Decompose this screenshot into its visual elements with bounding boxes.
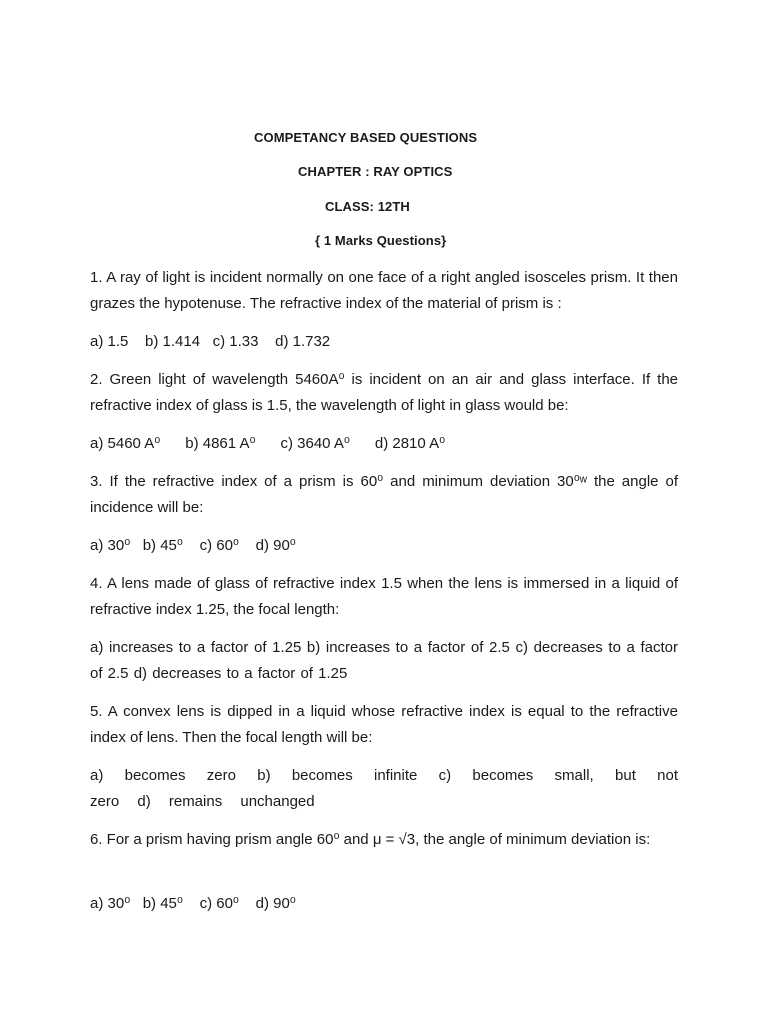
- question-2-text: 2. Green light of wavelength 5460A⁰ is incident on an air and glass interface. If the refractive index of glass is 1.5, the wavelength of light in glass would be:: [90, 371, 678, 414]
- question-5-text: 5. A convex lens is dipped in a liquid whose refractive index is equal to the refractive index of lens. Then the focal length will be:: [90, 703, 678, 746]
- chapter-heading: CHAPTER : RAY OPTICS: [298, 164, 453, 179]
- class-heading: CLASS: 12TH: [325, 199, 410, 214]
- question-5-options: a) becomes zero b) becomes infinite c) becomes small, but not zero d) remains unchanged: [90, 767, 678, 810]
- document-title: COMPETANCY BASED QUESTIONS: [254, 130, 478, 145]
- question-4-options: a) increases to a factor of 1.25 b) increases to a factor of 2.5 c) decreases to a factor of 2.5 d) decreases to a factor of 1.25: [90, 639, 678, 682]
- section-heading: { 1 Marks Questions}: [315, 233, 447, 248]
- question-6-text: 6. For a prism having prism angle 60⁰ and μ = √3, the angle of minimum deviation is:: [90, 831, 651, 848]
- question-6-options: a) 30⁰ b) 45⁰ c) 60⁰ d) 90⁰: [90, 895, 296, 912]
- question-3-options: a) 30⁰ b) 45⁰ c) 60⁰ d) 90⁰: [90, 537, 296, 554]
- question-1-options: a) 1.5 b) 1.414 c) 1.33 d) 1.732: [90, 333, 331, 350]
- question-4-text: 4. A lens made of glass of refractive index 1.5 when the lens is immersed in a liquid of refractive index 1.25, the focal length:: [90, 575, 678, 618]
- question-2-options: a) 5460 A⁰ b) 4861 A⁰ c) 3640 A⁰ d) 2810 A⁰: [90, 435, 446, 452]
- question-3-text: 3. If the refractive index of a prism is 60⁰ and minimum deviation 30⁰ʷ the angle of incidence will be:: [90, 473, 678, 516]
- question-1-text: 1. A ray of light is incident normally on one face of a right angled isosceles prism. It then grazes the hypotenuse. The refractive index of the material of prism is :: [90, 269, 678, 312]
